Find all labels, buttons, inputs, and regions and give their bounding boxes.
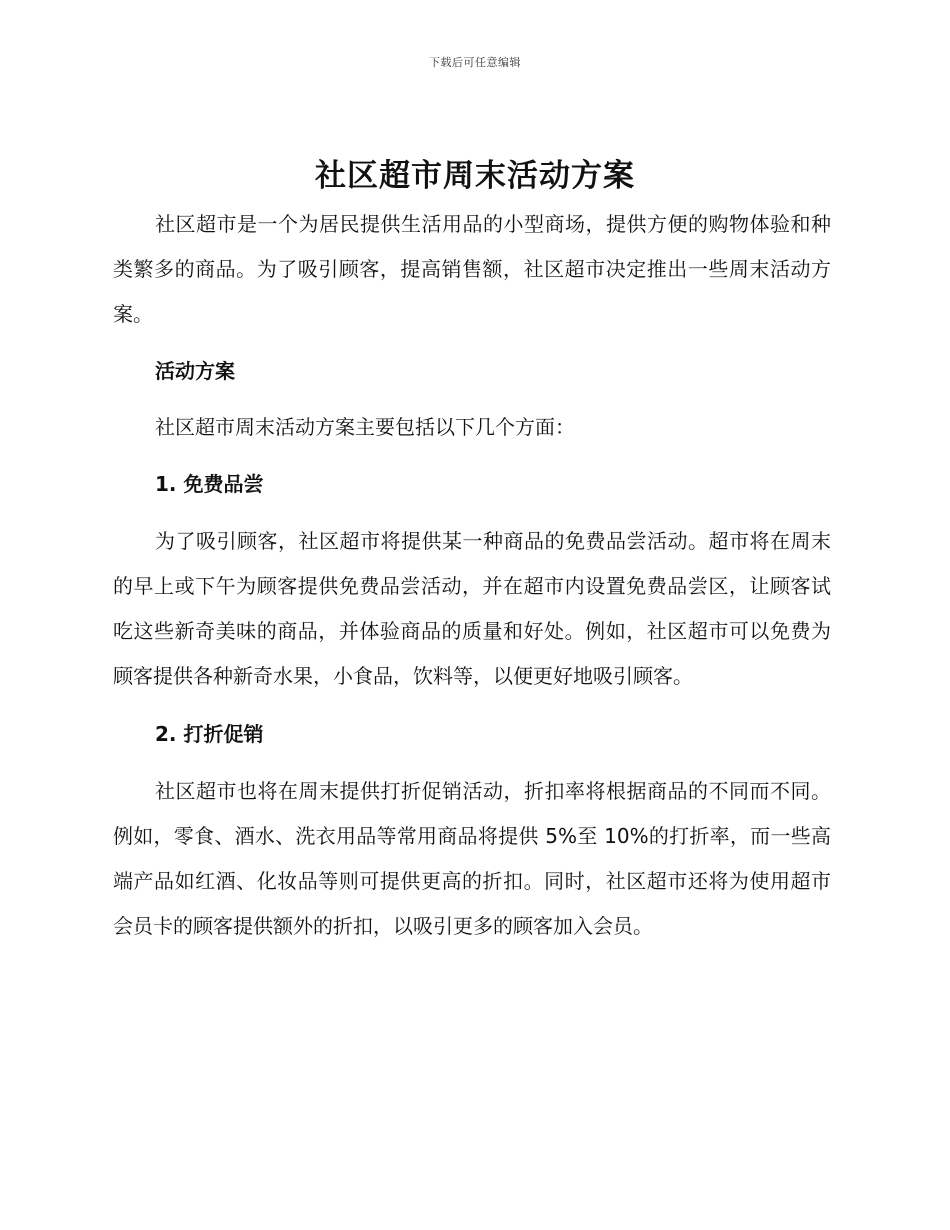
document-title: 社区超市周末活动方案 xyxy=(315,158,635,194)
intro-paragraph: 社区超市是一个为居民提供生活用品的小型商场，提供方便的购物体验和种类繁多的商品。为了吸引顾客，提高销售额，社区超市决定推出一些周末活动方案。 xyxy=(113,212,831,326)
item-heading-free-tasting: 1. 免费品尝 xyxy=(155,472,264,496)
item-body-discount: 社区超市也将在周末提供打折促销活动，折扣率将根据商品的不同而不同。例如，零食、酒水、洗衣用品等常用商品将提供 5%至 10%的打折率，而一些高端产品如红酒、化妆品等则可提供更高的折扣。同时，社区超市还将为使用超市会员卡的顾客提供额外的折扣，以吸引更多的顾客加入会员。 xyxy=(113,779,831,938)
section-intro-paragraph: 社区超市周末活动方案主要包括以下几个方面： xyxy=(155,415,575,439)
item-body-free-tasting: 为了吸引顾客，社区超市将提供某一种商品的免费品尝活动。超市将在周末的早上或下午为顾客提供免费品尝活动，并在超市内设置免费品尝区，让顾客试吃这些新奇美味的商品，并体验商品的质量和好处。例如，社区超市可以免费为顾客提供各种新奇水果，小食品，饮料等，以便更好地吸引顾客。 xyxy=(113,529,831,688)
item-heading-discount: 2. 打折促销 xyxy=(155,722,264,746)
header-note: 下载后可任意编辑 xyxy=(429,56,521,69)
document-body xyxy=(113,202,831,949)
section-heading: 活动方案 xyxy=(155,359,235,383)
